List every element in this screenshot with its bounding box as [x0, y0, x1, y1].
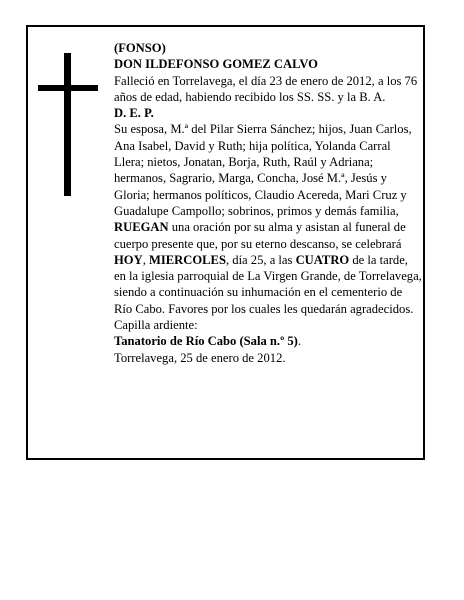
- deceased-name: DON ILDEFONSO GOMEZ CALVO: [114, 57, 318, 72]
- funeral-request: [114, 219, 422, 349]
- cross-horizontal-bar: [38, 85, 98, 91]
- request-comma: ,: [142, 252, 149, 267]
- rest-in-peace: D. E. P.: [114, 106, 154, 121]
- today-word: HOY: [114, 252, 143, 267]
- ruegan-word: RUEGAN: [114, 220, 169, 235]
- obituary-text: [114, 40, 422, 366]
- request-text-3: de la tarde, en la iglesia parroquial de La Virgen Grande, de Torrelavega, siendo a continuación su inhumación en el cementerio de Río Cabo. Favores por los cuales les quedarán agradecidos. Capilla ardiente:: [114, 252, 422, 333]
- day-name: MIERCOLES: [148, 252, 226, 267]
- funeral-time: CUATRO: [295, 252, 350, 267]
- chapel-name: Tanatorio de Río Cabo (Sala n.º 5): [114, 334, 298, 349]
- death-statement: Falleció en Torrelavega, el día 23 de enero de 2012, a los 76 años de edad, habiendo recibido los SS. SS. y la B. A.: [114, 73, 418, 104]
- latin-cross-icon: [38, 53, 98, 196]
- place-date: Torrelavega, 25 de enero de 2012.: [114, 350, 286, 365]
- request-text-1: una oración por su alma y asistan al funeral de cuerpo presente que, por su eterno descanso, se celebrará: [114, 220, 406, 251]
- chapel-end: .: [297, 334, 302, 349]
- request-text-2: , día 25, a las: [225, 252, 296, 267]
- family-list: Su esposa, M.ª del Pilar Sierra Sánchez; hijos, Juan Carlos, Ana Isabel, David y Ruth; hija política, Yolanda Carral Llera; nietos, Jonatan, Borja, Ruth, Raúl y Adriana; hermanos, Sagrario, Marga, Concha, José M.ª, Jesús y Gloria; hermanos políticos, Claudio Acereda, Mari Cruz y Guadalupe Campollo; sobrinos, primos y demás familia,: [114, 122, 412, 218]
- cross-vertical-bar: [64, 53, 71, 196]
- nickname: (FONSO): [114, 41, 166, 55]
